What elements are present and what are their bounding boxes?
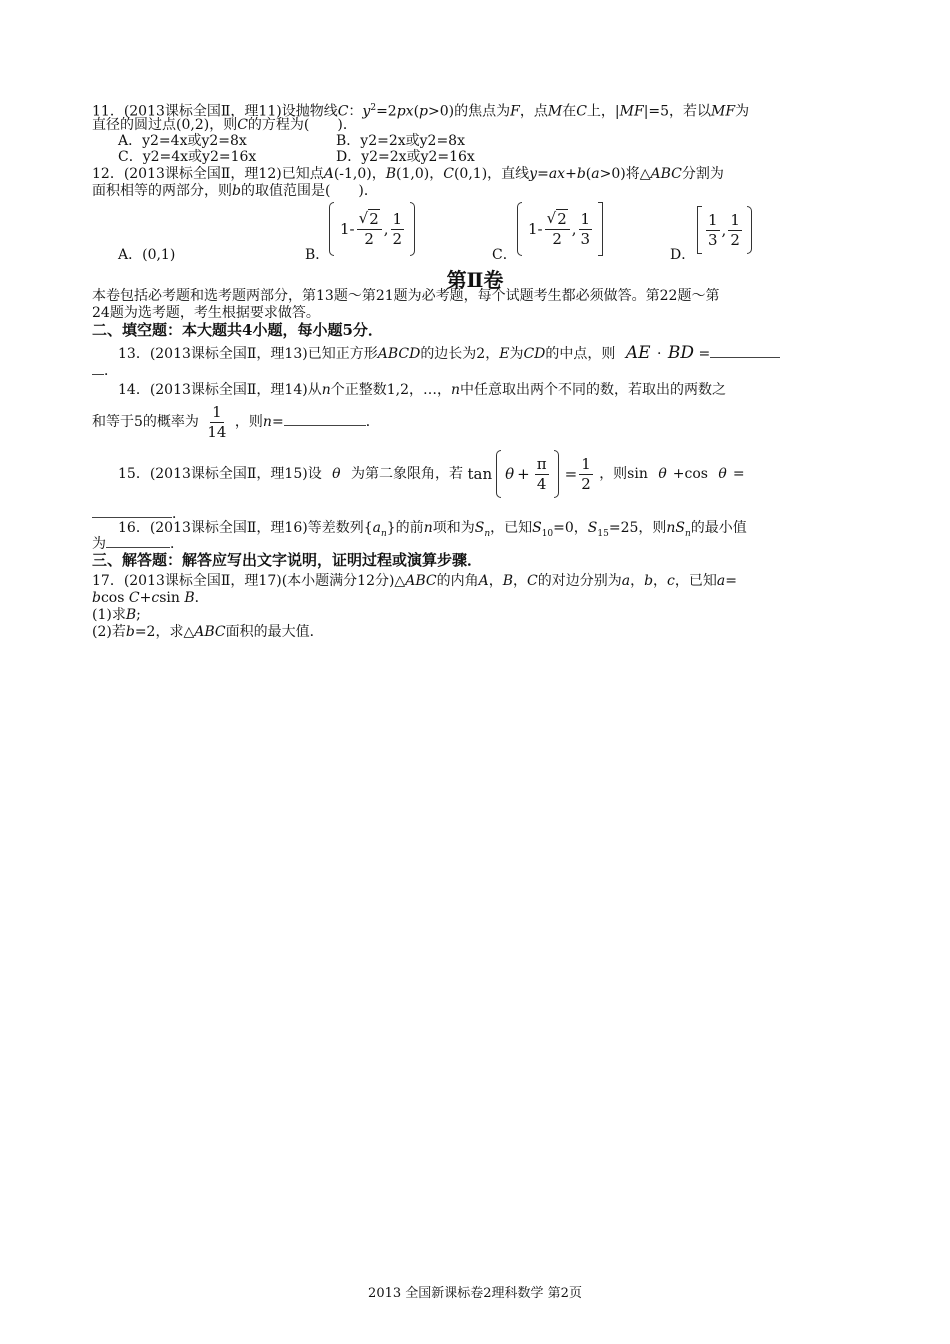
left-paren <box>517 202 522 256</box>
q13-line1: 13．(2013课标全国Ⅱ，理13)已知正方形ABCD的边长为2，E为CD的中点，则 AE · BD = <box>118 344 780 363</box>
q17-line2: bcos C+csin B． <box>92 590 209 606</box>
q11-option-d: D．y2=2x或y2=16x <box>336 149 475 165</box>
q17-line1: 17．(2013课标全国Ⅱ，理17)(本小题满分12分)△ABC的内角A，B，C的对边分别为a，b，c，已知a= <box>92 573 737 589</box>
left-paren <box>329 202 334 256</box>
sqrt2-over-2: √ 2 2 <box>545 209 570 249</box>
q12-line2: 面积相等的两部分，则b的取值范围是( )． <box>92 183 378 199</box>
q16-answer-blank[interactable] <box>106 535 170 548</box>
q11-line2: 直径的圆过点(0,2)，则C的方程为( )． <box>92 117 357 133</box>
q12-option-d-label: D． <box>670 247 696 263</box>
sqrt2-over-2: √ 2 2 <box>357 209 382 249</box>
right-paren <box>410 202 415 256</box>
part2-intro-line2: 24题为选考题，考生根据要求做答。 <box>92 305 320 321</box>
q11-option-c: C．y2=4x或y2=16x <box>118 149 257 165</box>
q12-option-a: A．(0,1) <box>118 247 176 263</box>
q11-option-b: B．y2=2x或y2=8x <box>336 133 465 149</box>
left-bracket <box>697 206 702 254</box>
q12-option-c-label: C． <box>492 247 517 263</box>
q17-part2: (2)若b=2，求△ABC面积的最大值． <box>92 624 324 640</box>
q16-line1: 16．(2013课标全国Ⅱ，理16)等差数列$\{a_n\}$的前n项和为$S_n$，已知$S_{10}=0$，$S_{15}=25$，则$nS_n$的最小值 <box>118 520 747 539</box>
q14-line1: 14．(2013课标全国Ⅱ，理14)从n个正整数1,2，…，n中任意取出两个不同的数，若取出的两数之 <box>118 382 727 398</box>
one-half: $\frac{1}{2}$ <box>730 210 740 249</box>
q16-line2: 为 ． <box>92 536 184 552</box>
q14-line2: 和等于5的概率为 $\frac{1}{14}$ ，则n= ． <box>92 402 380 441</box>
q12-option-d-interval: $\frac{1}{3}$ , $\frac{1}{2}$ <box>697 206 752 254</box>
q11-option-a: A．y2=4x或y2=8x <box>118 133 247 149</box>
q12-option-b-interval: 1 - √ 2 2 , $\frac{1}{2}$ <box>329 202 415 256</box>
q11-line1: 11．(2013课标全国Ⅱ，理11)设抛物线C：$y^2=2px(p>0)$的焦点为F，点M在C上，|MF|=5，若以MF为 <box>92 103 750 120</box>
q15-tan-expression: tan θ + $\frac{\pi}{4}$ = $\frac{1}{2}$ <box>468 450 595 498</box>
q15-line1: 15．(2013课标全国Ⅱ，理15)设 θ 为第二象限角，若 tan θ + $\frac{\pi}{4}$ = $\frac{1}{2}$ ，则sin θ +cos θ = <box>118 450 745 498</box>
right-bracket <box>598 202 603 256</box>
one-half: $\frac{1}{2}$ <box>581 454 591 493</box>
section3-title: 三、解答题：解答应写出文字说明，证明过程或演算步骤． <box>92 551 483 569</box>
part2-title: 第Ⅱ卷 <box>446 268 504 292</box>
q15-line2: ． <box>92 505 186 523</box>
one-half: $\frac{1}{2}$ <box>392 209 403 248</box>
q14-answer-blank[interactable] <box>284 413 366 426</box>
q13-answer-blank[interactable] <box>710 345 780 358</box>
pi-over-4: $\frac{\pi}{4}$ <box>536 454 547 493</box>
q17-part1: (1)求B; <box>92 607 141 623</box>
part2-intro-line1: 本卷包括必考题和选考题两部分，第13题～第21题为必考题，每个试题考生都必须做答。第22题～第 <box>92 288 720 304</box>
q12-option-b-label: B． <box>305 247 330 263</box>
page-footer: 2013 全国新课标卷2理科数学 第2页 <box>368 1286 582 1301</box>
section2-title: 二、填空题：本大题共4小题，每小题5分． <box>92 321 383 339</box>
one-third: $\frac{1}{3}$ <box>580 209 591 248</box>
q13-line2: ． <box>92 362 118 380</box>
q15-answer-blank[interactable] <box>92 505 172 518</box>
one-third: $\frac{1}{3}$ <box>708 210 718 249</box>
q12-line1: 12．(2013课标全国Ⅱ，理12)已知点A(-1,0)，B(1,0)，C(0,1)，直线y=ax+b(a>0)将△ABC分割为 <box>92 166 724 182</box>
right-paren <box>747 206 752 254</box>
q13-answer-blank-cont <box>92 362 104 375</box>
q12-option-c-interval: 1 - √ 2 2 , $\frac{1}{3}$ <box>517 202 603 256</box>
one-fourteenth: $\frac{1}{14}$ <box>207 402 227 441</box>
